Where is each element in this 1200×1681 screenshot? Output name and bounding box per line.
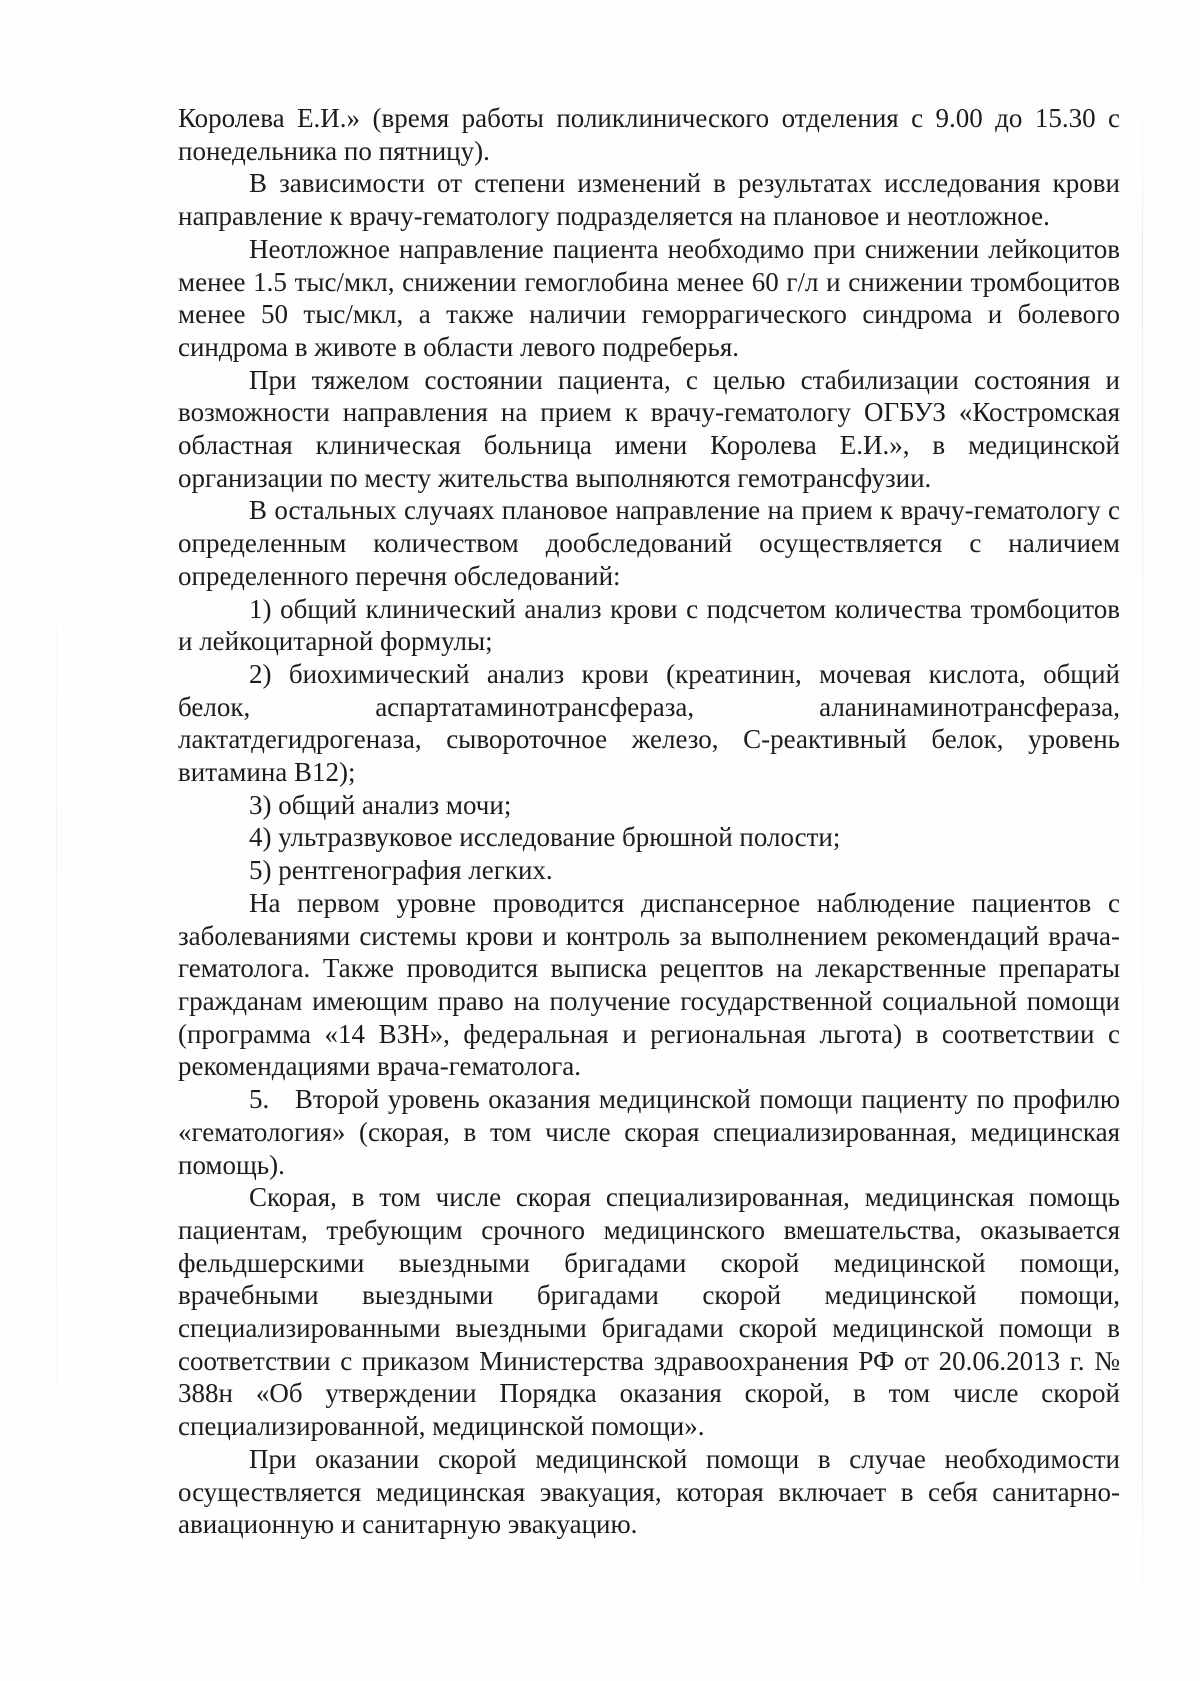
scan-edge-left — [56, 520, 57, 1520]
list-item: 1) общий клинический анализ крови с подсчетом количества тромбоцитов и лейкоцитарной формулы; — [178, 593, 1120, 657]
paragraph: Неотложное направление пациента необходимо при снижении лейкоцитов менее 1.5 тыс/мкл, снижении гемоглобина менее 60 г/л и снижении тромбоцитов менее 50 тыс/мкл, а также наличии геморрагического синдрома и болевого синдрома в животе в области левого подреберья. — [178, 233, 1120, 362]
list-item: 2) биохимический анализ крови (креатинин, мочевая кислота, общий белок, аспартатаминотрансфераза, аланинаминотрансфераза, лактатдегидрогеназа, сывороточное железо, С-реактивный белок, уровень витамина В12); — [178, 658, 1120, 788]
paragraph: При оказании скорой медицинской помощи в случае необходимости осуществляется медицинская эвакуация, которая включает в себя санитарно-авиационную и санитарную эвакуацию. — [178, 1443, 1120, 1540]
list-item: 4) ультразвуковое исследование брюшной полости; — [249, 822, 841, 853]
list-item: 5) рентгенография легких. — [249, 855, 553, 886]
paragraph: В остальных случаях плановое направление на прием к врачу-гематологу с определенным количеством дообследований осуществляется с наличием определенного перечня обследований: — [178, 495, 1120, 591]
paragraph: На первом уровне проводится диспансерное наблюдение пациентов с заболеваниями системы крови и контроль за выполнением рекомендаций врача-гематолога. Также проводится выписка рецептов на лекарственные препараты гражданам имеющим право на получение государственной социальной помощи (программа «14 ВЗН», федеральная и региональная льгота) в соответствии с рекомендациями врача-гематолога. — [178, 887, 1120, 1082]
paragraph: В зависимости от степени изменений в результатах исследования крови направление к врачу-гематологу подразделяется на плановое и неотложное. — [178, 168, 1120, 232]
document-body — [178, 102, 1127, 1541]
section-heading: 5. Второй уровень оказания медицинской помощи пациенту по профилю «гематология» (скорая, в том числе скорая специализированная, медицинская помощь). — [178, 1084, 1127, 1180]
scan-edge-right — [1142, 60, 1143, 1640]
paragraph: При тяжелом состоянии пациента, с целью стабилизации состояния и возможности направления на прием к врачу-гематологу ОГБУЗ «Костромская областная клиническая больница имени Королева Е.И.», в медицинской организации по месту жительства выполняются гемотрансфузии. — [178, 364, 1120, 493]
paragraph: Королева Е.И.» (время работы поликлинического отделения с 9.00 до 15.30 с понедельника по пятницу). — [178, 103, 1120, 166]
list-item: 3) общий анализ мочи; — [249, 789, 512, 820]
paragraph: Скорая, в том числе скорая специализированная, медицинская помощь пациентам, требующим срочного медицинского вмешательства, оказывается фельдшерскими выездными бригадами скорой медицинской помощи, врачебными выездными бригадами скорой медицинской помощи, специализированными выездными бригадами скорой медицинской помощи в соответствии с приказом Министерства здравоохранения РФ от 20.06.2013 г. № 388н «Об утверждении Порядка оказания скорой, в том числе скорой специализированной, медицинской помощи». — [178, 1182, 1120, 1442]
